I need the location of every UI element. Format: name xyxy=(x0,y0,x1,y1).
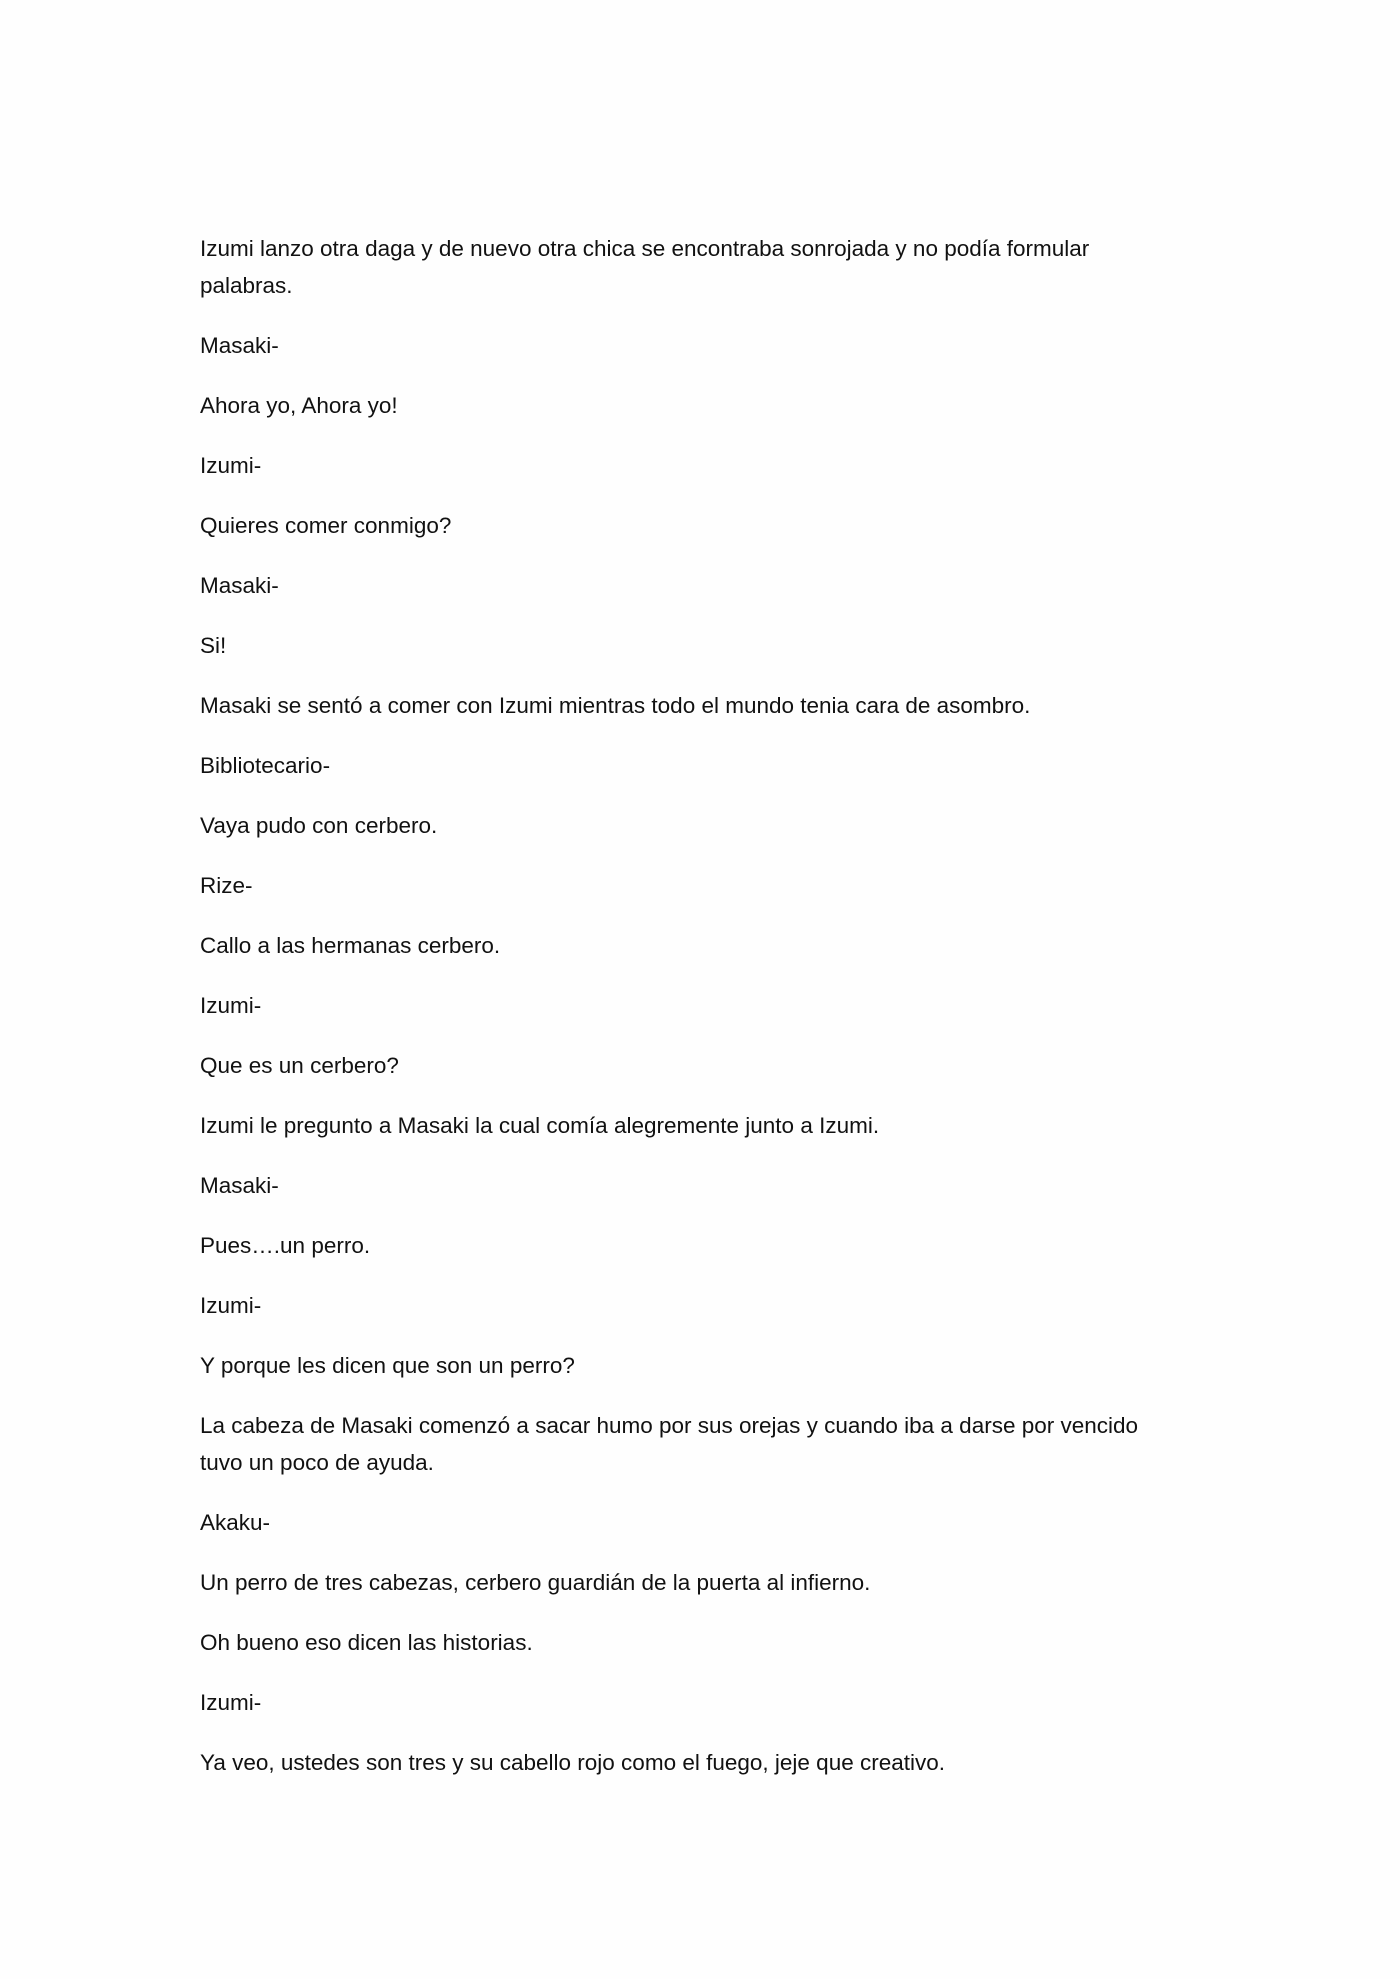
dialogue-line: Ya veo, ustedes son tres y su cabello rojo como el fuego, jeje que creativo. xyxy=(200,1750,946,1775)
dialogue-line: Que es un cerbero? xyxy=(200,1053,399,1078)
dialogue-line: Quieres comer conmigo? xyxy=(200,513,452,538)
narration-paragraph: Izumi le pregunto a Masaki la cual comía alegremente junto a Izumi. xyxy=(200,1113,880,1138)
speaker-label: Izumi- xyxy=(200,1293,262,1318)
dialogue-line: Ahora yo, Ahora yo! xyxy=(200,393,398,418)
speaker-label: Izumi- xyxy=(200,993,262,1018)
speaker-label: Rize- xyxy=(200,873,253,898)
speaker-label: Izumi- xyxy=(200,1690,262,1715)
dialogue-line: Callo a las hermanas cerbero. xyxy=(200,933,501,958)
dialogue-line: Y porque les dicen que son un perro? xyxy=(200,1353,575,1378)
dialogue-line: Oh bueno eso dicen las historias. xyxy=(200,1630,533,1655)
narration-paragraph: Izumi lanzo otra daga y de nuevo otra chica se encontraba sonrojada y no podía formular palabras. xyxy=(200,236,1090,298)
dialogue-line: Pues….un perro. xyxy=(200,1233,371,1258)
narration-paragraph: Masaki se sentó a comer con Izumi mientras todo el mundo tenia cara de asombro. xyxy=(200,693,1031,718)
speaker-label: Masaki- xyxy=(200,573,279,598)
speaker-label: Izumi- xyxy=(200,453,262,478)
dialogue-line: Si! xyxy=(200,633,227,658)
dialogue-line: Vaya pudo con cerbero. xyxy=(200,813,438,838)
narration-paragraph: La cabeza de Masaki comenzó a sacar humo por sus orejas y cuando iba a darse por vencido tuvo un poco de ayuda. xyxy=(200,1413,1139,1475)
speaker-label: Masaki- xyxy=(200,333,279,358)
dialogue-line: Un perro de tres cabezas, cerbero guardián de la puerta al infierno. xyxy=(200,1570,871,1595)
speaker-label: Bibliotecario- xyxy=(200,753,331,778)
document-body xyxy=(200,230,1185,1804)
speaker-label: Masaki- xyxy=(200,1173,279,1198)
speaker-label: Akaku- xyxy=(200,1510,271,1535)
